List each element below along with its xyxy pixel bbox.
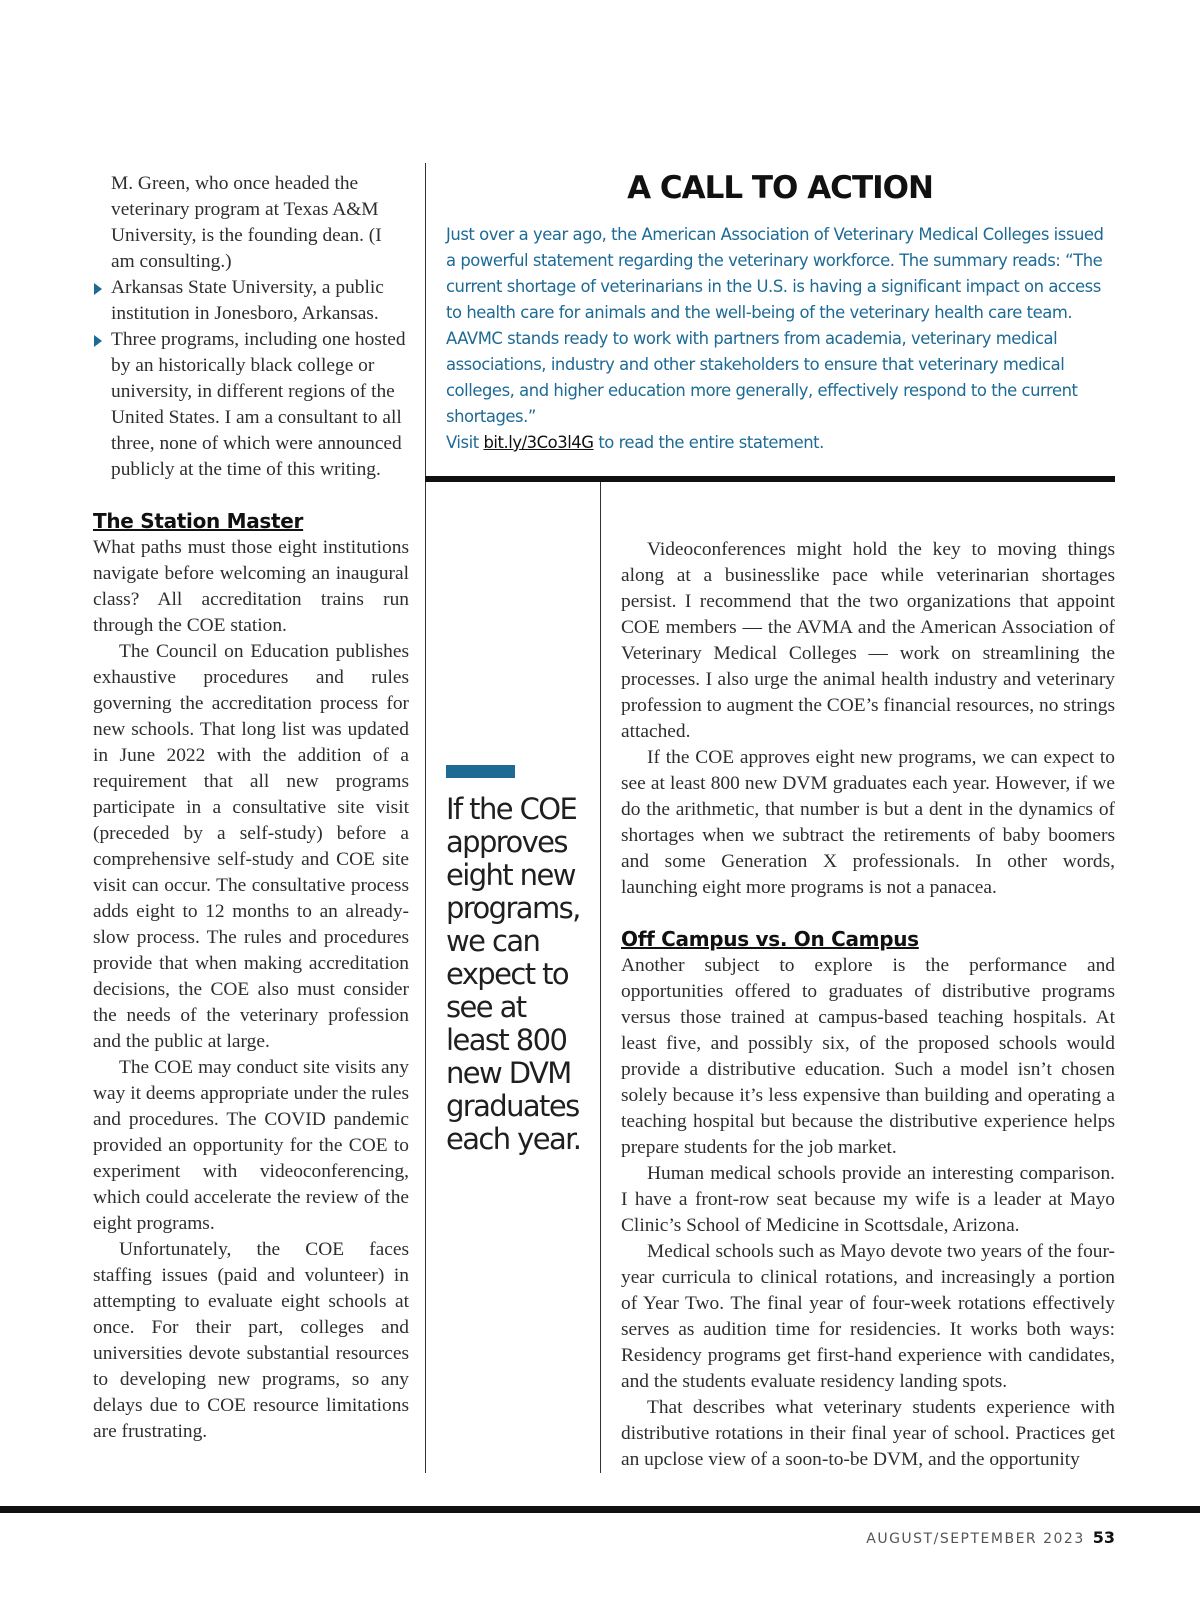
left-column (93, 171, 409, 1445)
continued-list-item: M. Green, who once headed the veterinary program at Texas A&M University, is the founding dean. (I am consulting.) (111, 173, 382, 272)
body-paragraph: Another subject to explore is the performance and opportunities offered to graduates of distributive programs versus those trained at campus-based teaching hospitals. At least five, and possibly six, of the proposed schools would provide a distributive education. Such a model isn’t chosen solely because it’s less expensive than building and operating a teaching hospital but because the distributive experience helps prepare students for the job market. (621, 955, 1115, 1158)
list-item-text: Arkansas State University, a public institution in Jonesboro, Arkansas. (111, 277, 384, 324)
list-item-text: Three programs, including one hosted by an historically black college or university, in different regions of the United States. I am a consultant to all three, none of which were announced publicly at the time of this writing. (111, 329, 406, 480)
callout-bottom-rule (425, 476, 1115, 482)
callout-text: Just over a year ago, the American Association of Veterinary Medical Colleges issued a powerful statement regarding the veterinary workforce. The summary reads: “The current shortage of veterinarians in the U.S. is having a significant impact on access to health care for animals and the well-being of the veterinary health care team. AAVMC stands ready to work with partners from academia, veterinary medical associations, industry and other stakeholders to ensure that veterinary medical colleges, and higher education more generally, effectively respond to the current shortages.” (446, 225, 1104, 426)
pull-quote: If the COE approves eight new programs, we can expect to see at least 800 new DVM graduates each year. (446, 792, 581, 1156)
callout-body (446, 222, 1114, 456)
callout-title: A CALL TO ACTION (627, 170, 933, 206)
callout-visit-suffix: to read the entire statement. (598, 433, 824, 452)
section-heading-station-master: The Station Master (93, 509, 304, 533)
call-to-action-box (446, 168, 1114, 456)
pull-quote-accent-bar (446, 765, 515, 778)
issue-date: AUGUST/SEPTEMBER 2023 (866, 1531, 1085, 1547)
right-column (621, 537, 1115, 1473)
body-paragraph: Unfortunately, the COE faces staffing issues (paid and volunteer) in attempting to evaluate eight schools at once. For their part, colleges and universities devote substantial resources to developing new programs, so any delays due to COE resource limitations are frustrating. (93, 1239, 409, 1442)
section-heading-off-campus: Off Campus vs. On Campus (621, 927, 919, 951)
body-paragraph: The Council on Education publishes exhaustive procedures and rules governing the accreditation process for new schools. That long list was updated in June 2022 with the addition of a requirement that all new programs participate in a consultative site visit (preceded by a self-study) before a comprehensive self-study and COE site visit can occur. The consultative process adds eight to 12 months to an already-slow process. The rules and procedures provide that when making accreditation decisions, the COE also must consider the needs of the veterinary profession and the public at large. (93, 641, 409, 1052)
list-item (93, 327, 409, 483)
footer-rule (0, 1506, 1200, 1513)
callout-visit-prefix: Visit (446, 433, 479, 452)
bullet-list (93, 275, 409, 483)
triangle-bullet-icon (94, 283, 102, 295)
statement-link[interactable]: bit.ly/3Co3l4G (483, 433, 594, 452)
body-paragraph: Human medical schools provide an interesting comparison. I have a front-row seat because my wife is a leader at Mayo Clinic’s School of Medicine in Scottsdale, Arizona. (621, 1163, 1115, 1236)
body-paragraph: That describes what veterinary students experience with distributive rotations in their final year of school. Practices get an upclose view of a soon-to-be DVM, and the opportunity (621, 1397, 1115, 1470)
body-paragraph: The COE may conduct site visits any way it deems appropriate under the rules and procedures. The COVID pandemic provided an opportunity for the COE to experiment with videoconferencing, which could accelerate the review of the eight programs. (93, 1057, 409, 1234)
page-number: 53 (1092, 1528, 1115, 1547)
column-divider (600, 481, 601, 1473)
column-divider (425, 163, 426, 1473)
list-item (93, 275, 409, 327)
body-paragraph: What paths must those eight institutions navigate before welcoming an inaugural class? All accreditation trains run through the COE station. (93, 537, 409, 636)
page-footer (866, 1528, 1115, 1547)
body-paragraph: Medical schools such as Mayo devote two years of the four-year curricula to clinical rotations, and increasingly a portion of Year Two. The final year of four-week rotations effectively serves as audition time for residencies. It works both ways: Residency programs get first-hand experience with candidates, and the students evaluate residency landing spots. (621, 1241, 1115, 1392)
triangle-bullet-icon (94, 335, 102, 347)
body-paragraph: If the COE approves eight new programs, we can expect to see at least 800 new DVM graduates each year. However, if we do the arithmetic, that number is but a dent in the dynamics of shortages when we subtract the retirements of baby boomers and some Generation X professionals. In other words, launching eight more programs is not a panacea. (621, 747, 1115, 898)
body-paragraph: Videoconferences might hold the key to moving things along at a businesslike pace while veterinarian shortages persist. I recommend that the two organizations that appoint COE members — the AVMA and the American Association of Veterinary Medical Colleges — work on streamlining the processes. I also urge the animal health industry and veterinary profession to augment the COE’s financial resources, no strings attached. (621, 539, 1115, 742)
